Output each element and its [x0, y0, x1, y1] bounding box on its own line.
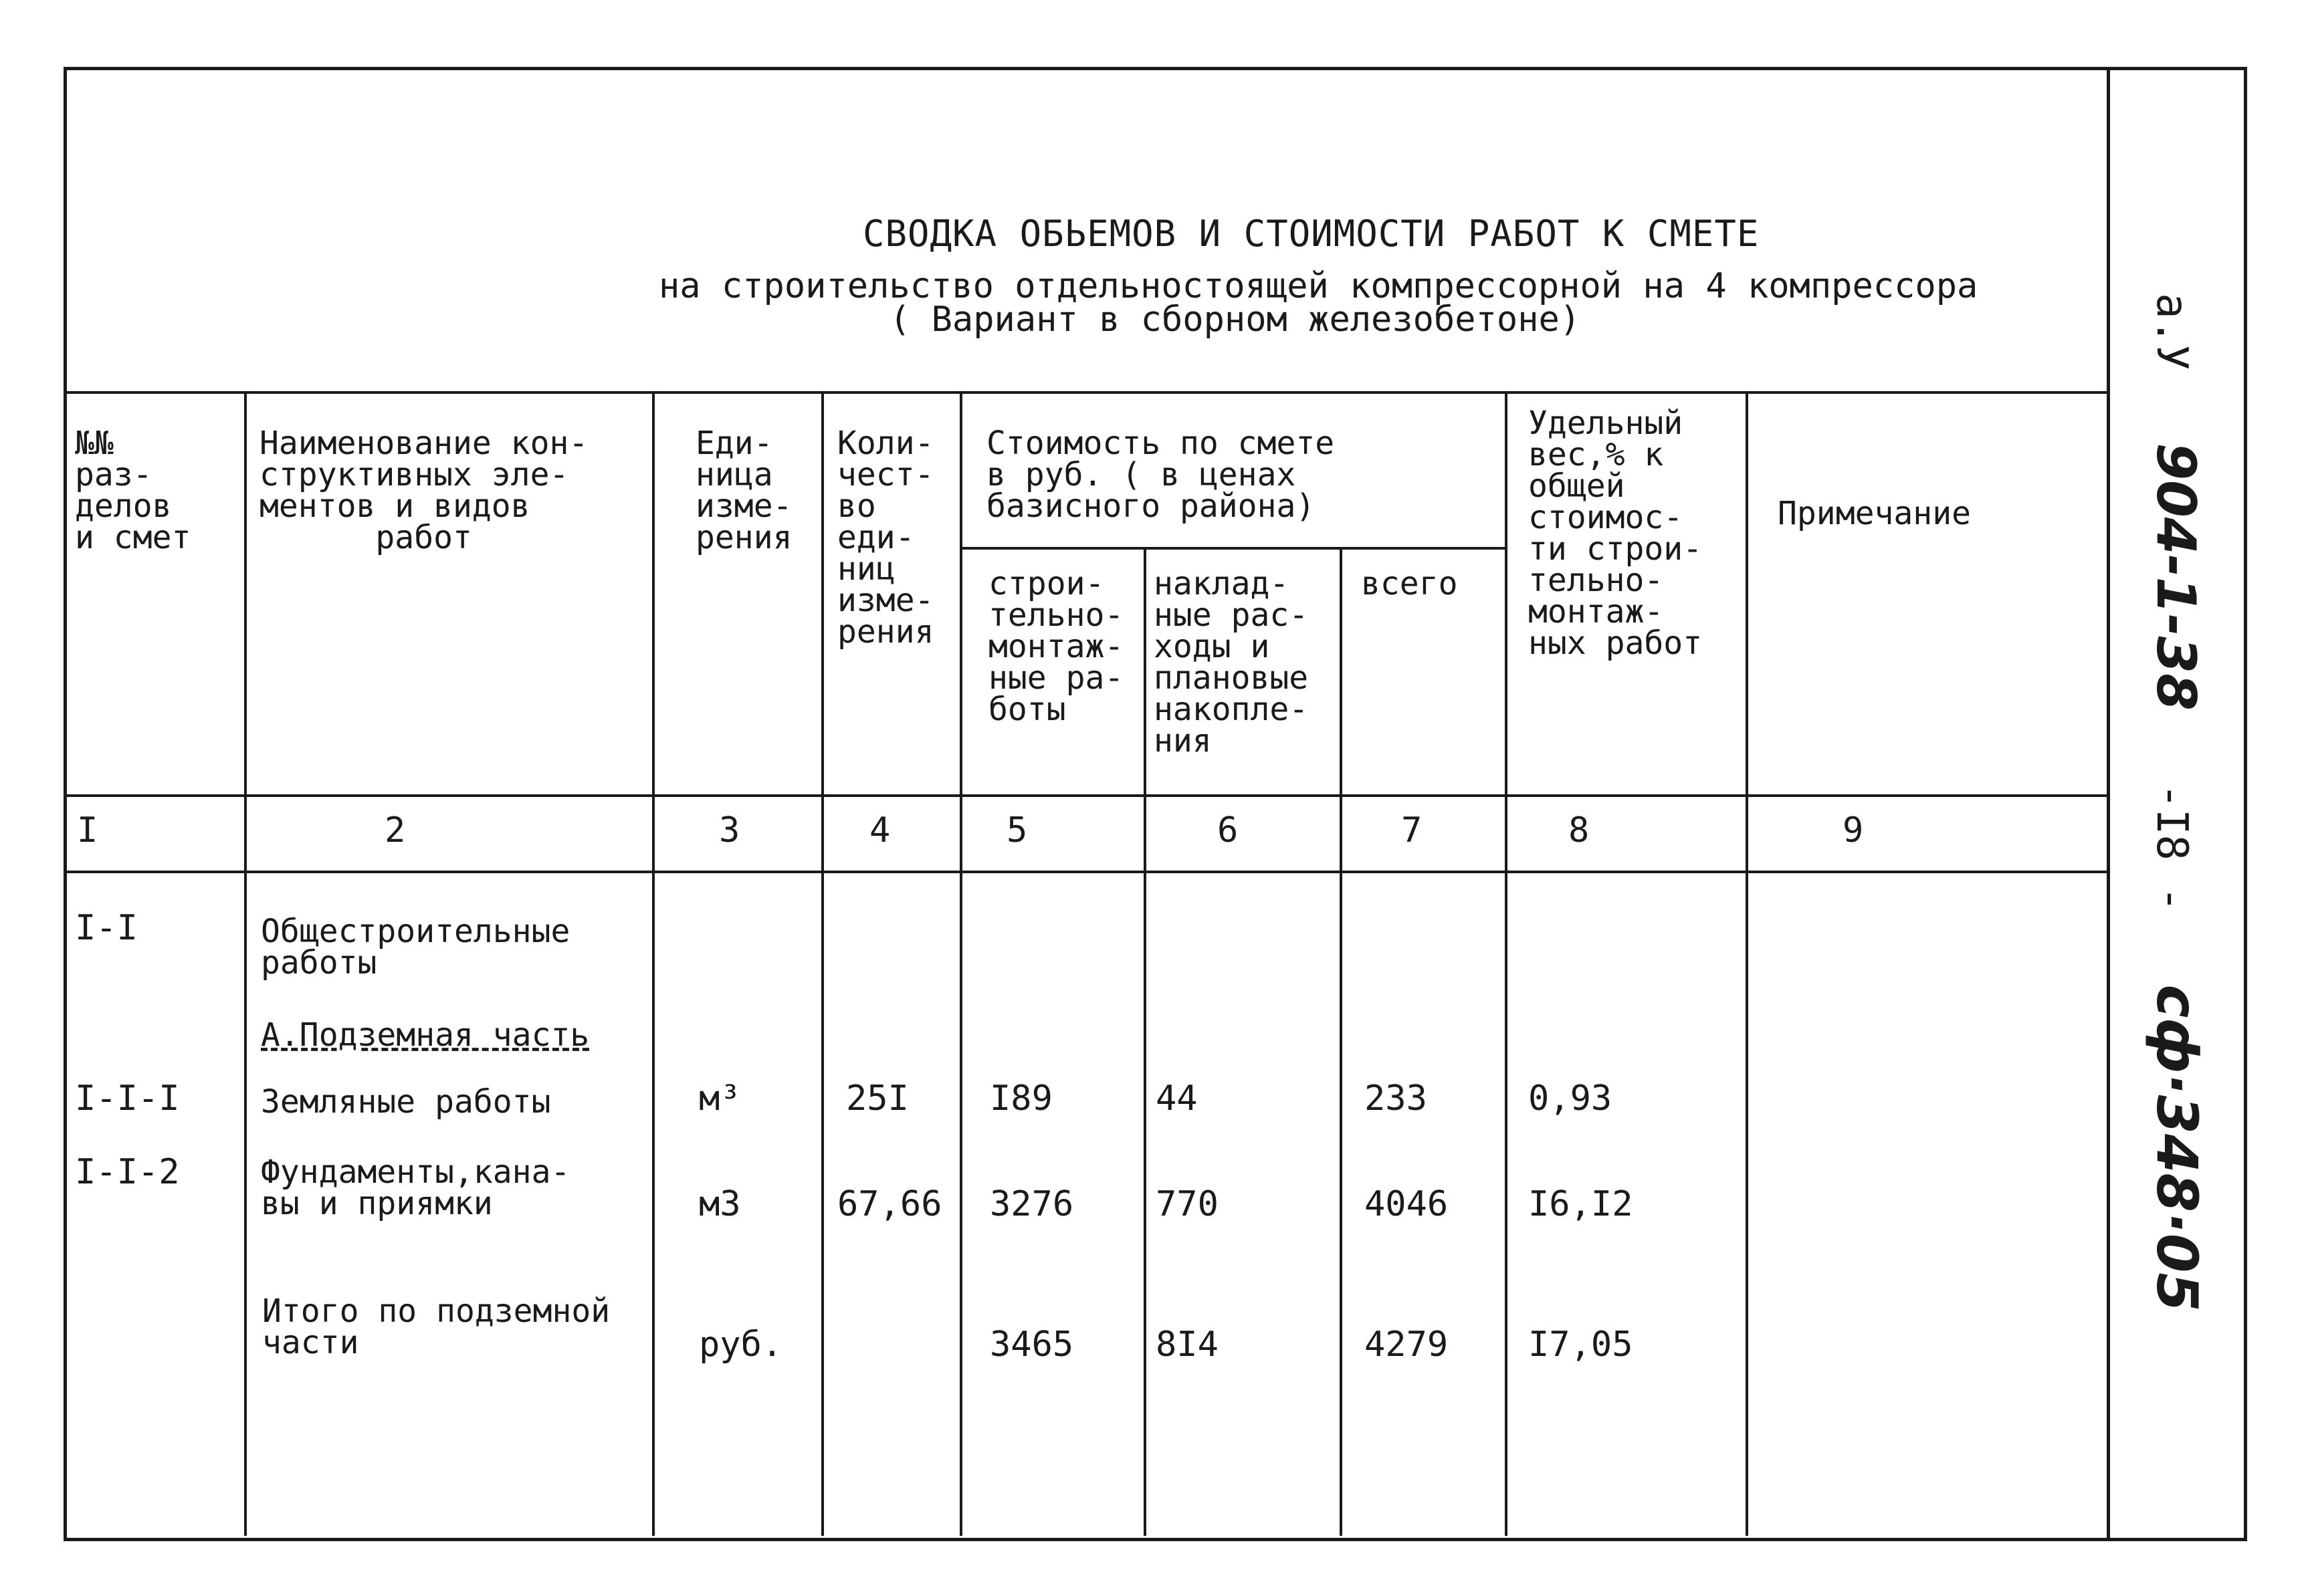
sidebar-page: -I8 - — [2147, 783, 2196, 912]
document-title: СВОДКА ОБЬЕМОВ И СТОИМОСТИ РАБОТ К СМЕТЕ — [863, 213, 1760, 255]
sidebar-code: 904-1-38 — [2145, 443, 2207, 711]
row-unit: м3 — [699, 1184, 741, 1224]
row-code: I-I-I — [75, 1078, 180, 1119]
col-divider-1 — [244, 391, 247, 1536]
col-divider-7 — [1505, 391, 1507, 1536]
row-overhead-cost: 770 — [1156, 1184, 1219, 1224]
column-number-2: 2 — [385, 810, 406, 850]
header-share: Удельный вес,% к общей стоимос- ти строи- тельно- монтаж- ных работ — [1528, 405, 1703, 662]
header-element-name: Наименование кон- структивных эле- ментов и видов работ — [259, 425, 589, 556]
row-name: Общестроительные работы — [261, 913, 570, 982]
col-divider-6 — [1340, 547, 1342, 1536]
row-quantity: 67,66 — [837, 1184, 942, 1224]
sidebar-series: сф·348·05 — [2144, 984, 2210, 1312]
row-unit: руб. — [699, 1325, 783, 1365]
row-total-cost: 4046 — [1364, 1184, 1449, 1224]
col-divider-3 — [821, 391, 824, 1536]
row-overhead-cost: 44 — [1156, 1078, 1198, 1119]
header-unit: Еди- ница изме- рения — [696, 425, 793, 556]
row-share: I6,I2 — [1528, 1184, 1633, 1224]
document-subtitle-variant: ( Вариант в сборном железобетоне) — [889, 300, 1581, 340]
cost-subheader-line — [960, 547, 1505, 550]
col-divider-8 — [1746, 391, 1748, 1536]
header-overhead: наклад- ные рас- ходы и плановые накопле- ния — [1154, 565, 1309, 760]
row-code: I-I — [75, 908, 138, 948]
row-name: Фундаменты,кана- вы и приямки — [261, 1153, 570, 1222]
row-smr-cost: 3465 — [990, 1325, 1074, 1365]
sidebar-stamp-text — [2144, 293, 2210, 1311]
header-bottom-line — [64, 794, 2107, 797]
row-total-cost: 233 — [1364, 1078, 1427, 1119]
column-number-3: 3 — [719, 810, 740, 850]
column-number-8: 8 — [1568, 810, 1590, 850]
column-number-6: 6 — [1217, 810, 1239, 850]
column-number-line — [64, 871, 2107, 873]
row-name: Итого по подземной части — [262, 1292, 611, 1361]
column-number-4: 4 — [869, 810, 891, 850]
header-note: Примечание — [1778, 495, 1971, 532]
header-section-number: №№ раз- делов и смет — [75, 425, 191, 556]
col-divider-4 — [960, 391, 962, 1536]
col-divider-2 — [652, 391, 655, 1536]
row-name: А.Подземная часть — [261, 1016, 590, 1054]
row-total-cost: 4279 — [1364, 1325, 1449, 1365]
row-unit: м³ — [699, 1078, 741, 1119]
row-overhead-cost: 8I4 — [1156, 1325, 1219, 1365]
column-number-9: 9 — [1843, 810, 1864, 850]
row-smr-cost: I89 — [990, 1078, 1053, 1119]
row-quantity: 25I — [846, 1078, 909, 1119]
row-share: 0,93 — [1528, 1078, 1612, 1119]
table-top-line — [64, 391, 2107, 394]
column-number-1: I — [77, 810, 98, 850]
header-quantity: Коли- чест- во еди- ниц изме- рения — [837, 425, 934, 651]
column-number-5: 5 — [1007, 810, 1028, 850]
row-smr-cost: 3276 — [990, 1184, 1074, 1224]
column-number-7: 7 — [1401, 810, 1423, 850]
header-total: всего — [1361, 565, 1458, 602]
header-cost-group: Стоимость по смете в руб. ( в ценах базисного района) — [986, 425, 1335, 525]
sidebar-prefix: а.У — [2147, 293, 2196, 370]
col-divider-5 — [1144, 547, 1146, 1536]
row-code: I-I-2 — [75, 1152, 180, 1192]
header-construction-works: строи- тельно- монтаж- ные ра- боты — [988, 565, 1124, 728]
row-share: I7,05 — [1528, 1325, 1633, 1365]
document-subtitle: на строительство отдельностоящей компрессорной на 4 компрессора — [659, 266, 1978, 306]
row-name: Земляные работы — [261, 1083, 551, 1121]
